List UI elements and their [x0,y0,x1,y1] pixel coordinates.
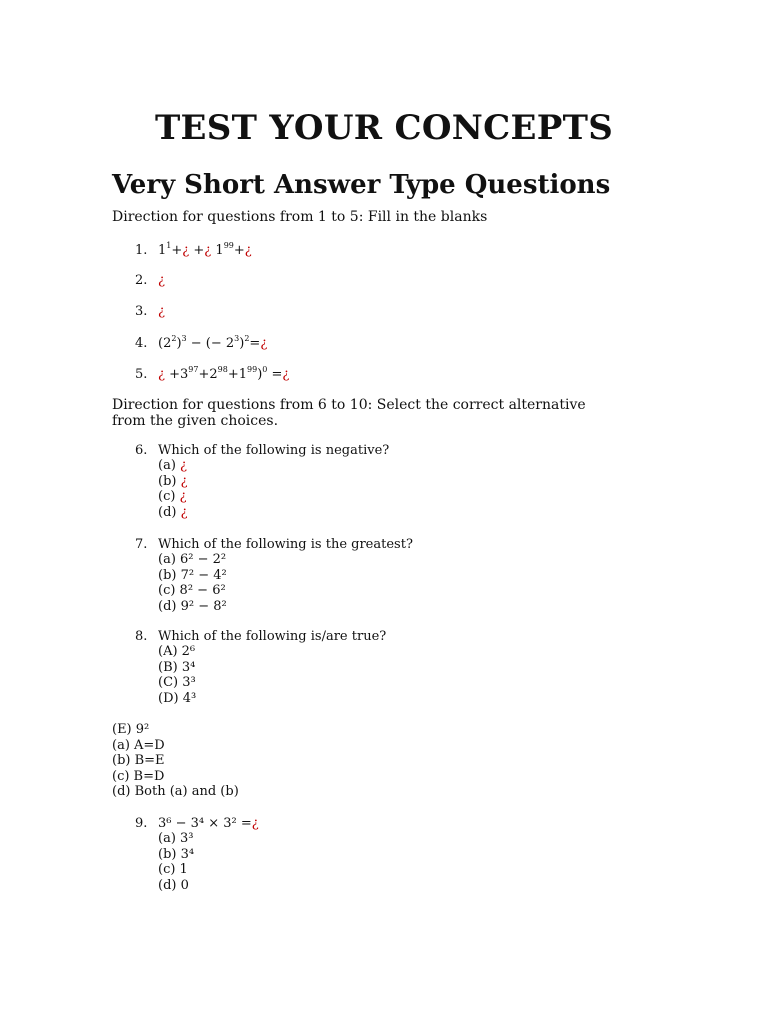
question-number: 5. [135,367,148,382]
statement-a: (A) 2⁶ [158,644,196,659]
option-d: (d) 9² − 8² [158,598,227,614]
blank-mark: ¿ [182,243,190,258]
option-c: (c) ¿ [158,489,187,505]
blank-mark: ¿ [244,243,252,258]
option-a: (a) 6² − 2² [158,552,227,567]
statement-d: (D) 4³ [158,690,197,706]
question-9-options [158,831,194,893]
option-c: (c) B=D [112,768,165,784]
question-4-expression: $(2^2)^3$ − (− $2^3)^2=¿$ [158,334,268,351]
option-c: (c) 8² − 6² [158,583,226,599]
option-b: (b) 7² − 4² [158,567,227,583]
question-1 [135,243,252,258]
blank-mark: ¿ [158,367,165,382]
question-number: 8. [135,629,148,644]
option-a: (a) ¿ [158,458,188,473]
option-d: (d) ¿ [158,504,188,520]
option-a: (a) A=D [112,737,165,753]
question-5-expression: ¿ $+3^{97}+2^{98}+1^{99})^0$ =¿ [158,365,290,382]
question-5 [135,367,289,382]
option-a: (a) 3³ [158,831,194,846]
blank-mark: ¿ [180,458,188,473]
option-b: (b) 3⁴ [158,846,195,862]
question-7 [135,537,413,552]
question-number: 9. [135,816,148,831]
question-number: 6. [135,443,148,458]
blank-mark: ¿ [158,304,165,319]
question-number: 4. [135,336,148,351]
question-9-text: 3⁶ − 3⁴ × 3² = [158,816,252,831]
section-heading: Very Short Answer Type Questions [112,170,611,200]
blank-mark: ¿ [260,336,268,351]
blank-mark: ¿ [282,367,290,382]
question-7-options [158,552,227,614]
blank-mark: ¿ [251,816,259,831]
option-c: (c) 1 [158,862,188,878]
question-2 [135,273,165,288]
direction-1-5: Direction for questions from 1 to 5: Fill in the blanks [112,209,488,225]
direction-6-10: Direction for questions from 6 to 10: Select the correct alternative from the given choices. [112,397,586,429]
option-d: (d) 0 [158,877,189,893]
blank-mark: ¿ [179,489,187,505]
question-3 [135,304,165,319]
question-number: 1. [135,243,148,258]
question-6-options [158,458,188,520]
blank-mark: ¿ [158,273,165,288]
option-d: (d) Both (a) and (b) [112,784,239,800]
question-6-text: Which of the following is negative? [158,443,390,458]
statement-b: (B) 3⁴ [158,659,196,675]
question-8-statements [158,644,196,706]
question-6 [135,443,389,458]
question-8-choices [112,722,239,800]
option-b: (b) ¿ [158,473,188,489]
question-number: 2. [135,273,148,288]
blank-mark: ¿ [180,473,188,489]
question-number: 3. [135,304,148,319]
question-4 [135,336,267,351]
question-8 [135,629,386,644]
statement-e: (E) 9² [112,722,150,737]
question-8-text: Which of the following is/are true? [158,629,387,644]
question-1-expression: $1^1+¿$ +¿ $1^{99}+¿$ [158,241,252,258]
question-number: 7. [135,537,148,552]
question-9 [135,816,259,831]
page-title: TEST YOUR CONCEPTS [154,108,614,148]
statement-c: (C) 3³ [158,675,196,691]
option-b: (b) B=E [112,753,165,769]
blank-mark: ¿ [180,504,188,520]
question-7-text: Which of the following is the greatest? [158,537,413,552]
blank-mark: ¿ [204,243,212,258]
